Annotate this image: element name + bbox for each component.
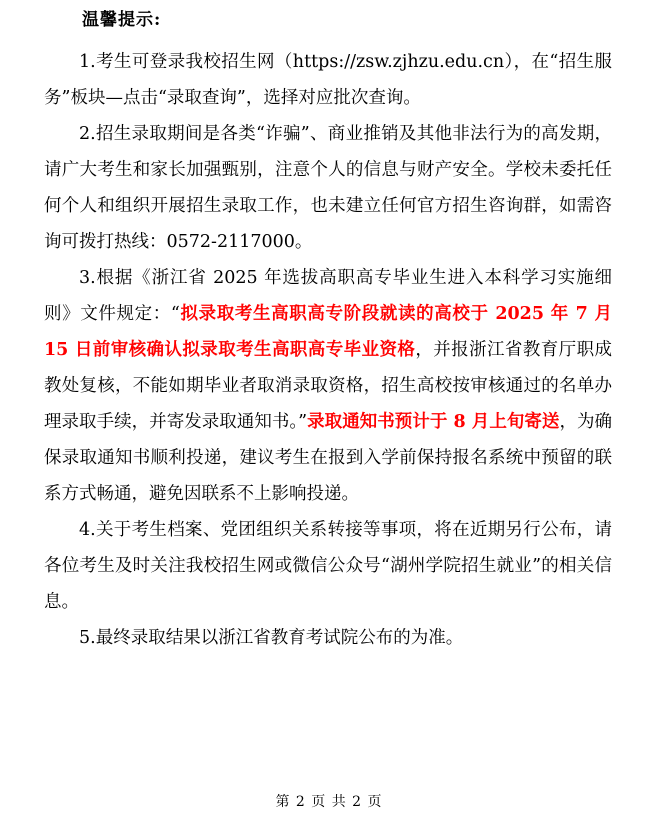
notice-item-4 <box>44 512 612 620</box>
notice-item-2-text: 2.招生录取期间是各类“诈骗”、商业推销及其他非法行为的高发期，请广大考生和家长加强甄别，注意个人的信息与财产安全。学校未委托任何个人和组织开展招生录取工作，也未建立任何官方招生咨询群，如需咨询可拨打热线：0572-2117000。 <box>44 124 612 252</box>
notice-item-4-text: 4.关于考生档案、党团组织关系转接等事项，将在近期另行公布，请各位考生及时关注我校招生网或微信公众号“湖州学院招生就业”的相关信息。 <box>44 520 612 612</box>
notice-item-3-highlight-a: 拟录取考生高职高专阶段就读的高校于 2025 年 7 月 15 日前审核确认拟录取考生高职高专毕业资格 <box>44 304 612 360</box>
notice-item-3-text-b: ，并报浙江省教育厅职成教处复核，不能如期毕业者取消录取资格，招生高校按审核通过的名单办理录取手续，并寄发录取通知书。” <box>44 340 612 432</box>
notice-item-3-text-c: ，为确保录取通知书顺利投递，建议考生在报到入学前保持报名系统中预留的联系方式畅通，避免因联系不上影响投递。 <box>44 412 612 504</box>
page-number-footer: 第 2 页 共 2 页 <box>275 794 383 810</box>
notice-item-1-text: 1.考生可登录我校招生网（https://zsw.zjhzu.edu.cn），在“招生服务”板块—点击“录取查询”，选择对应批次查询。 <box>44 52 612 108</box>
notice-item-3-highlight-b: 录取通知书预计于 8 月上旬寄送 <box>307 412 560 432</box>
notice-item-3-text-a: 3.根据《浙江省 2025 年选拔高职高专毕业生进入本科学习实施细则》文件规定：“ <box>44 268 612 324</box>
notice-heading: 温馨提示: <box>82 10 162 30</box>
notice-item-2 <box>44 116 612 260</box>
notice-item-3 <box>44 260 612 512</box>
notice-item-5 <box>44 620 612 656</box>
notice-body <box>44 44 612 656</box>
notice-item-1 <box>44 44 612 116</box>
notice-item-5-text: 5.最终录取结果以浙江省教育考试院公布的为准。 <box>79 628 464 648</box>
